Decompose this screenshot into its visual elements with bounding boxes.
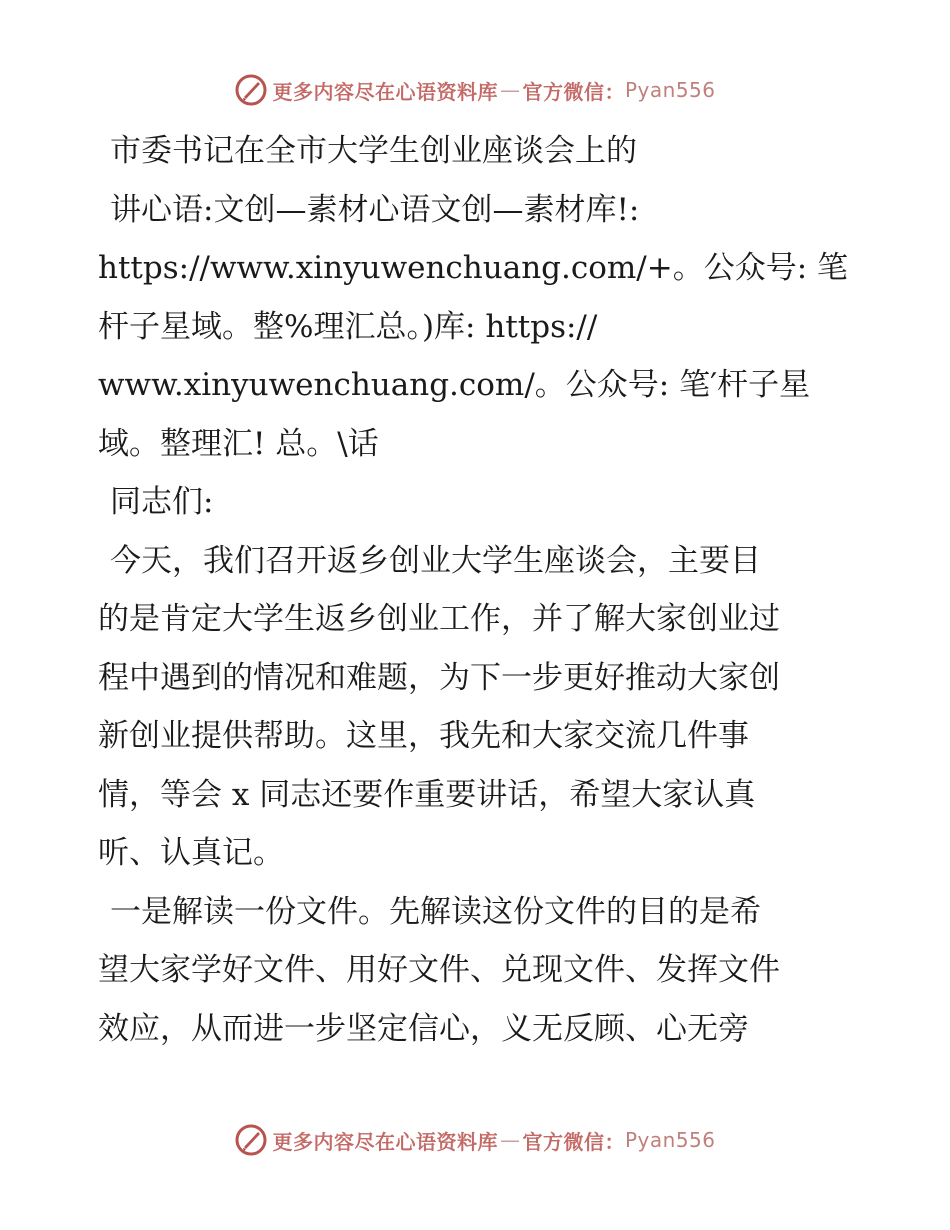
watermark-brand: 更多内容尽在心语资料库: [272, 1129, 498, 1154]
watermark-wechat-label: 官方微信：: [522, 1129, 625, 1154]
paragraph-line: 情，等会 x 同志还要作重要讲话，希望大家认真: [98, 776, 756, 813]
document-title-line: 市委书记在全市大学生创业座谈会上的: [110, 133, 637, 169]
paragraph-line: 的是肯定大学生返乡创业工作，并了解大家创业过: [98, 601, 780, 637]
paragraph-line: 效应，从而进一步坚定信心，义无反顾、心无旁: [98, 1010, 749, 1047]
watermark-brand: 更多内容尽在心语资料库: [272, 79, 498, 104]
paragraph-line: 听、认真记。: [98, 835, 284, 871]
salutation: 同志们:: [110, 484, 214, 520]
intro-line: 杆子星域。整%理汇总。)库: https://: [98, 308, 598, 345]
watermark-banner-top: [0, 70, 950, 110]
watermark-wechat-id: Pyan556: [624, 78, 716, 102]
watermark-separator: —: [499, 1128, 521, 1152]
paragraph-line: 一是解读一份文件。先解读这份文件的目的是希: [110, 893, 761, 930]
brush-logo-icon: [234, 1123, 268, 1157]
intro-line: https://www.xinyuwenchuang.com/+。公众号: 笔: [98, 250, 849, 286]
intro-line: 域。整理汇! 总。\话: [98, 425, 379, 462]
watermark-wechat-label: 官方微信：: [522, 79, 625, 104]
document-body: [98, 122, 858, 1058]
paragraph-line: 望大家学好文件、用好文件、兑现文件、发挥文件: [98, 952, 780, 988]
watermark-banner-bottom: [0, 1120, 950, 1160]
intro-line: 讲心语:文创—素材心语文创—素材库!:: [110, 191, 640, 228]
watermark-wechat-id: Pyan556: [624, 1128, 716, 1152]
paragraph-line: 程中遇到的情况和难题，为下一步更好推动大家创: [98, 659, 780, 696]
brush-logo-icon: [234, 73, 268, 107]
intro-line: www.xinyuwenchuang.com/。公众号: 笔′杆子星: [98, 367, 811, 403]
watermark-separator: —: [499, 78, 521, 102]
paragraph-line: 新创业提供帮助。这里，我先和大家交流几件事: [98, 718, 749, 754]
paragraph-line: 今天，我们召开返乡创业大学生座谈会，主要目: [110, 542, 761, 579]
